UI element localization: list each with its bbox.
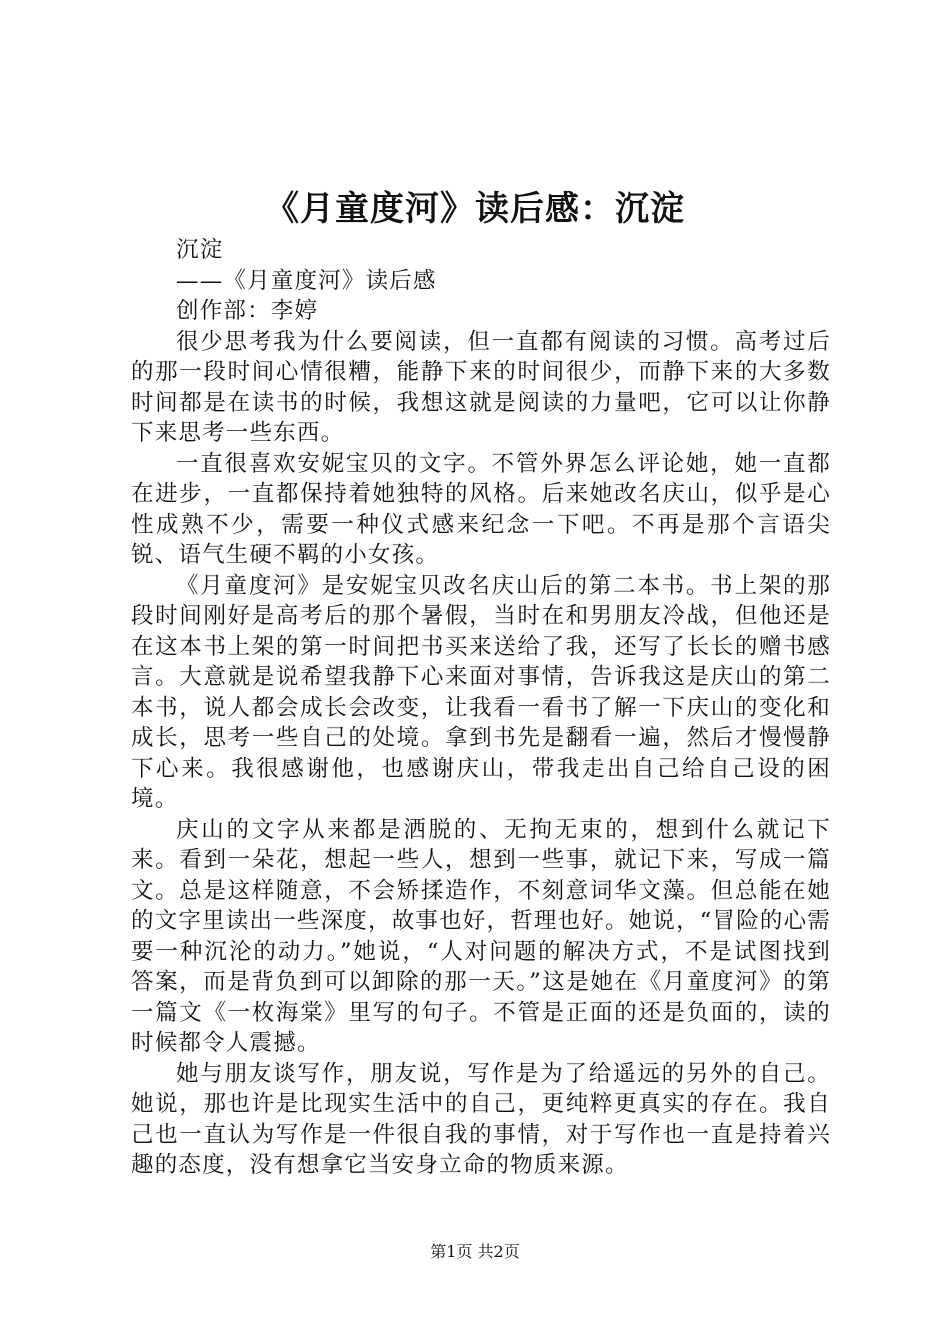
subtitle-line: 沉淀	[176, 237, 224, 263]
paragraph: 庆山的文字从来都是洒脱的、无拘无束的，想到什么就记下来。看到一朵花，想起一些人，想到一些事，就记下来，写成一篇文。总是这样随意，不会矫揉造作，不刻意词华文藻。但总能在她的文字里读出一些深度，故事也好，哲理也好。她说，“冒险的心需要一种沉沦的动力。”她说，“人对问题的解决方式，不是试图找到答案，而是背负到可以卸除的那一天。”这是她在《月童度河》的第一篇文《一枚海棠》里写的句子。不管是正面的还是负面的，读的时候都令人震撼。	[131, 816, 832, 1056]
author-line: 创作部：李婷	[176, 298, 319, 324]
document-body	[131, 235, 831, 1181]
paragraph: 一直很喜欢安妮宝贝的文字。不管外界怎么评论她，她一直都在进步，一直都保持着她独特的风格。后来她改名庆山，似乎是心性成熟不少，需要一种仪式感来纪念一下吧。不再是那个言语尖锐、语气生硬不羁的小女孩。	[131, 450, 831, 568]
subtitle-line: ——《月童度河》读后感	[176, 267, 437, 294]
document-title: 《月童度河》读后感：沉淀	[265, 189, 685, 229]
paragraph: 她与朋友谈写作，朋友说，写作是为了给遥远的另外的自己。她说，那也许是比现实生活中的自己，更纯粹更真实的存在。我自己也一直认为写作是一件很自我的事情，对于写作也一直是持着兴趣的态度，没有想拿它当安身立命的物质来源。	[131, 1060, 831, 1178]
paragraph: 《月童度河》是安妮宝贝改名庆山后的第二本书。书上架的那段时间刚好是高考后的那个暑假，当时在和男朋友冷战，但他还是在这本书上架的第一时间把书买来送给了我，还写了长长的赠书感言。大意就是说希望我静下心来面对事情，告诉我这是庆山的第二本书，说人都会成长会改变，让我看一看书了解一下庆山的变化和成长，思考一些自己的处境。拿到书先是翻看一遍，然后才慢慢静下心来。我很感谢他，也感谢庆山，带我走出自己给自己设的困境。	[131, 572, 831, 812]
paragraph: 很少思考我为什么要阅读，但一直都有阅读的习惯。高考过后的那一段时间心情很糟，能静下来的时间很少，而静下来的大多数时间都是在读书的时候，我想这就是阅读的力量吧，它可以让你静下来思考一些东西。	[131, 328, 831, 446]
page-number-footer: 第1页 共2页	[430, 1242, 520, 1261]
